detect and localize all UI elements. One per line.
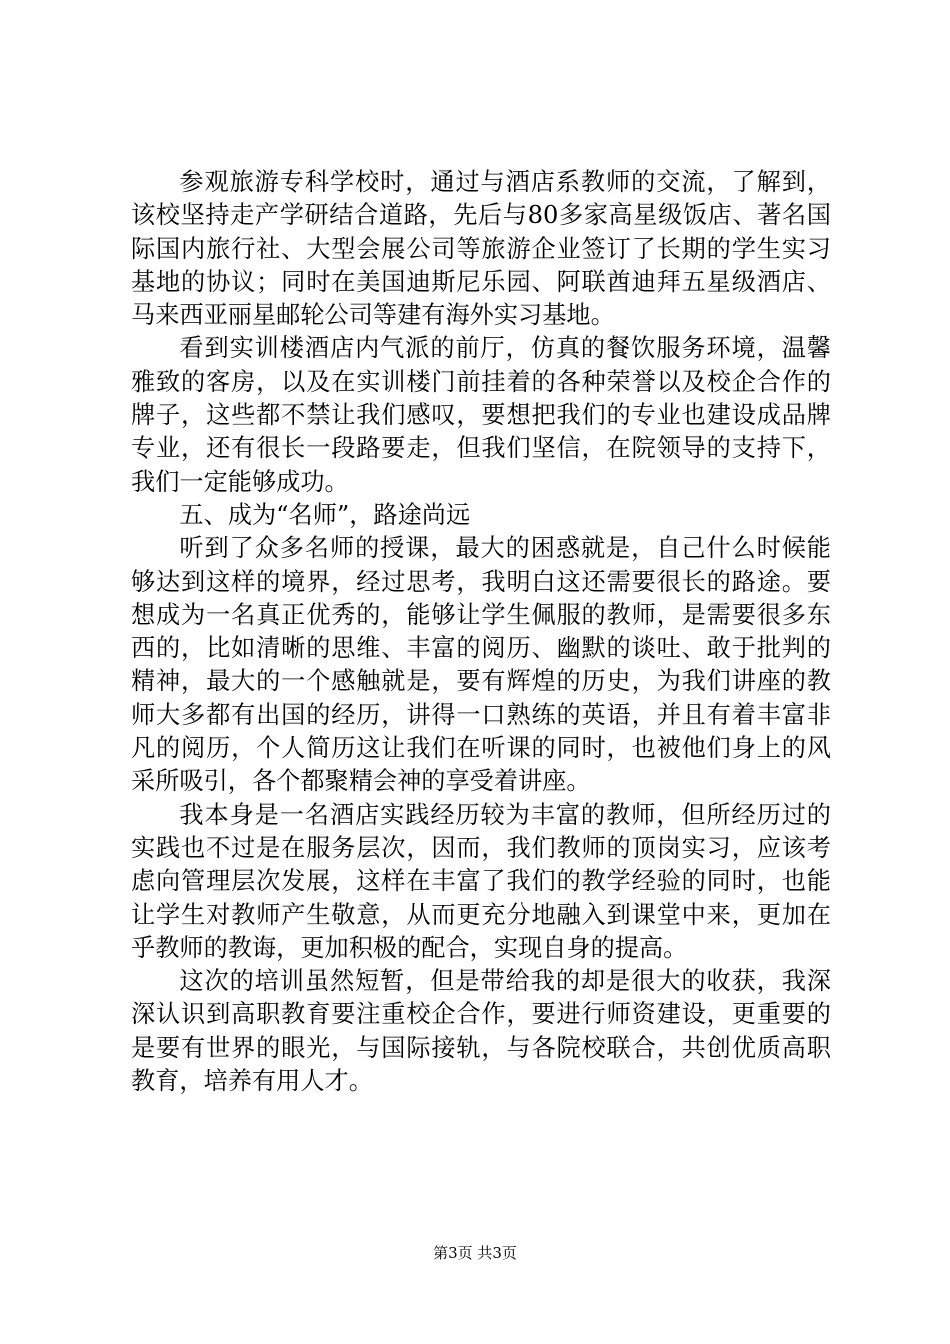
document-body xyxy=(131,166,831,1098)
section-heading: 五、成为“名师”，路途尚远 xyxy=(179,500,471,529)
paragraph-famous-teachers: 听到了众多名师的授课，最大的困惑就是，自己什么时候能够达到这样的境界，经过思考，我明白这还需要很长的路途。要想成为一名真正优秀的，能够让学生佩服的教师，是需要很多东西的，比如清晰的思维、丰富的阅历、幽默的谈吐、敢于批判的精神，最大的一个感触就是，要有辉煌的历史，为我们讲座的教师大多都有出国的经历，讲得一口熟练的英语，并且有着丰富非凡的阅历，个人简历这让我们在听课的同时，也被他们身上的风采所吸引，各个都聚精会神的享受着讲座。 xyxy=(131,534,831,796)
paragraph-school-visit: 参观旅游专科学校时，通过与酒店系教师的交流，了解到，该校坚持走产学研结合道路，先后与80多家高星级饭店、著名国际国内旅行社、大型会展公司等旅游企业签订了长期的学生实习基地的协议；同时在美国迪斯尼乐园、阿联酋迪拜五星级酒店、马来西亚丽星邮轮公司等建有海外实习基地。 xyxy=(131,168,831,330)
paragraph-training-building: 看到实训楼酒店内气派的前厅，仿真的餐饮服务环境，温馨雅致的客房，以及在实训楼门前挂着的各种荣誉以及校企合作的牌子，这些都不禁让我们感叹，要想把我们的专业也建设成品牌专业，还有很长一段路要走，但我们坚信，在院领导的支持下，我们一定能够成功。 xyxy=(131,334,831,496)
paragraph-hotel-practice: 我本身是一名酒店实践经历较为丰富的教师，但所经历过的实践也不过是在服务层次，因而，我们教师的顶岗实习，应该考虑向管理层次发展，这样在丰富了我们的教学经验的同时，也能让学生对教师产生敬意，从而更充分地融入到课堂中来，更加在乎教师的教诲，更加积极的配合，实现自身的提高。 xyxy=(131,800,831,962)
paragraph-conclusion: 这次的培训虽然短暂，但是带给我的却是很大的收获，我深深认识到高职教育要注重校企合作，要进行师资建设，更重要的是要有世界的眼光，与国际接轨，与各院校联合，共创优质高职教育，培养有用人才。 xyxy=(131,967,831,1096)
page-number-footer: 第3页 共3页 xyxy=(433,1244,517,1262)
